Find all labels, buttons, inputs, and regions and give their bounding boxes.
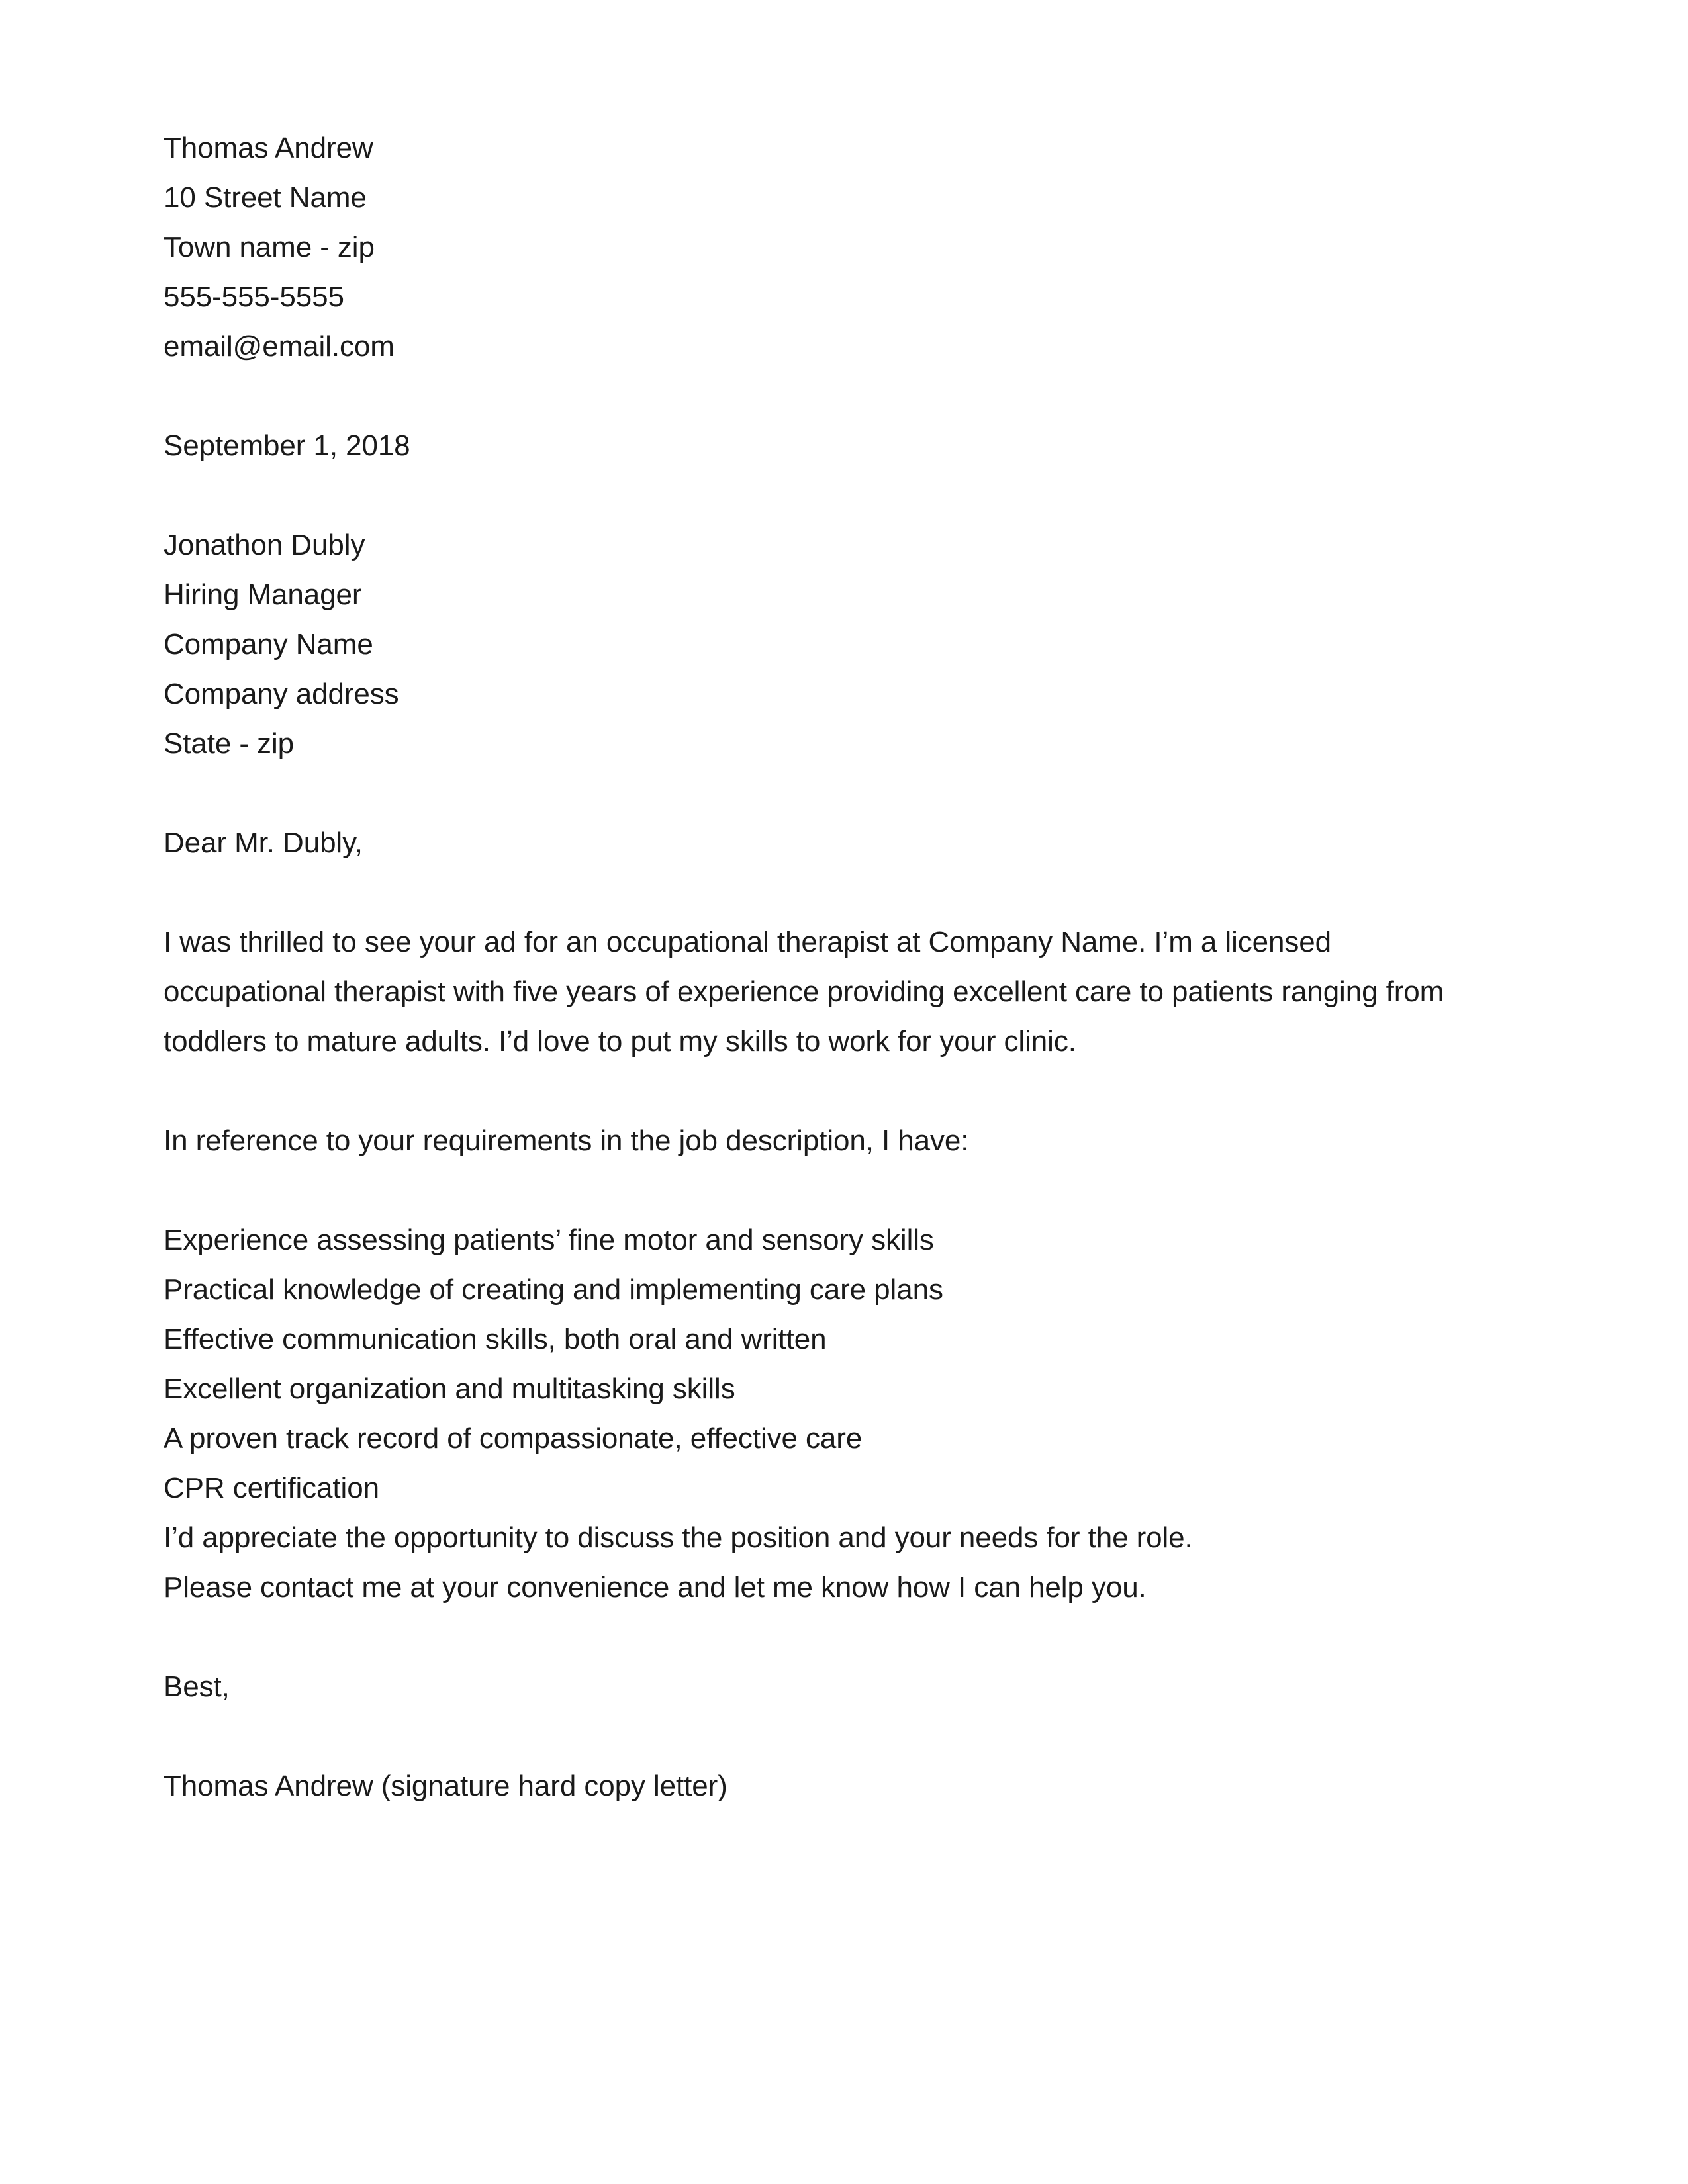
list-item: Excellent organization and multitasking skills [164,1373,735,1405]
spacer-after-sender [164,371,1494,421]
letter-date: September 1, 2018 [164,430,410,462]
closing-contact-line: Please contact me at your convenience and let me know how I can help you. [164,1571,1147,1604]
signature-name: Thomas Andrew (signature hard copy letter) [164,1770,727,1802]
salutation-block [164,818,1494,868]
spacer-before-signoff [164,1612,1494,1662]
spacer-before-signature [164,1711,1494,1761]
sender-address-block [164,123,1494,371]
sender-phone: 555-555-5555 [164,281,344,313]
sender-email: email@email.com [164,330,395,363]
list-item: Practical knowledge of creating and implementing care plans [164,1273,943,1306]
valediction: Best, [164,1670,230,1703]
date-block [164,421,1494,471]
spacer-after-salutation [164,868,1494,917]
recipient-state-zip: State - zip [164,727,294,760]
body-paragraph-2: In reference to your requirements in the job description, I have: [164,1124,969,1157]
closing-request-line: I’d appreciate the opportunity to discuss the position and your needs for the role. [164,1522,1193,1554]
recipient-address-block [164,520,1494,768]
recipient-address: Company address [164,678,399,710]
sender-street: 10 Street Name [164,181,367,214]
list-item: Effective communication skills, both oral and written [164,1323,827,1355]
cover-letter-body [164,123,1494,1811]
qualifications-list [164,1215,1494,1612]
recipient-title: Hiring Manager [164,578,362,611]
list-item: A proven track record of compassionate, effective care [164,1422,863,1455]
spacer-after-recipient [164,768,1494,818]
signature-block [164,1761,1494,1811]
recipient-company: Company Name [164,628,373,660]
spacer-after-paragraph-2 [164,1165,1494,1215]
sender-name: Thomas Andrew [164,132,373,164]
salutation: Dear Mr. Dubly, [164,827,363,859]
list-item: CPR certification [164,1472,379,1504]
valediction-block [164,1662,1494,1711]
recipient-name: Jonathon Dubly [164,529,365,561]
spacer-after-paragraph-1 [164,1066,1494,1116]
spacer-after-date [164,471,1494,520]
body-paragraph-1: I was thrilled to see your ad for an occupational therapist at Company Name. I’m a licensed occupational therapist with five years of experience providing excellent care to patients ranging from toddlers to mature adults. I’d love to put my skills to work for your clinic. [164,926,1444,1058]
list-item: Experience assessing patients’ fine motor and sensory skills [164,1224,934,1256]
sender-town-zip: Town name - zip [164,231,375,263]
